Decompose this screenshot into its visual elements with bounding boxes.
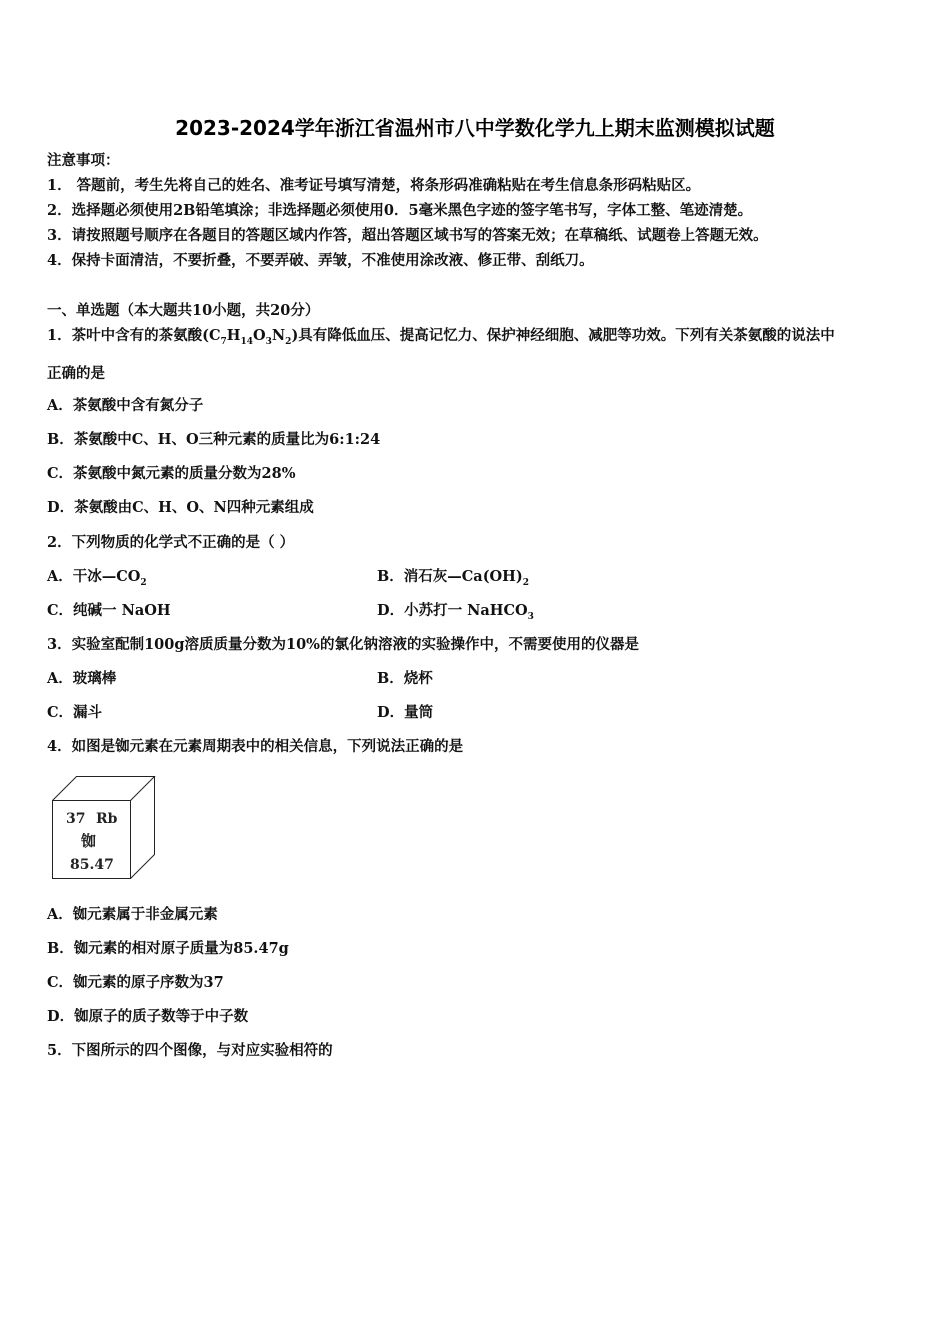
- option: A．玻璃棒: [47, 670, 117, 687]
- question-4-stem: 4．如图是铷元素在元素周期表中的相关信息，下列说法正确的是: [47, 738, 464, 755]
- option: C．茶氨酸中氮元素的质量分数为28%: [47, 465, 296, 482]
- option: B．铷元素的相对原子质量为85.47g: [47, 940, 289, 957]
- atomic-number: 37: [66, 811, 86, 827]
- tile-side-face: [131, 777, 155, 879]
- option: B．烧杯: [377, 670, 433, 687]
- option: C．铷元素的原子序数为37: [47, 974, 224, 991]
- atomic-mass: 85.47: [70, 857, 114, 873]
- notice-item: 1． 答题前，考生先将自己的姓名、准考证号填写清楚，将条形码准确粘贴在考生信息条形码粘贴区。: [47, 177, 701, 194]
- option: D．茶氨酸由C、H、O、N四种元素组成: [47, 499, 314, 516]
- notice-item: 2．选择题必须使用2B铅笔填涂；非选择题必须使用0．5毫米黑色字迹的签字笔书写，字体工整、笔迹清楚。: [47, 202, 753, 219]
- element-symbol: Rb: [96, 811, 118, 827]
- tile-top-face: [53, 777, 155, 801]
- option: D．铷原子的质子数等于中子数: [47, 1008, 249, 1025]
- option: D．量筒: [377, 704, 434, 721]
- question-1-stem: 1．茶叶中含有的茶氨酸$(C_7H_{14}O_3N_2)$具有降低血压、提高记忆力、保护神经细胞、减肥等功效。下列有关茶氨酸的说法中: [47, 327, 835, 347]
- question-3-stem: 3．实验室配制100g溶质质量分数为10%的氯化钠溶液的实验操作中，不需要使用的仪器是: [47, 636, 639, 653]
- element-tile-figure: [52, 776, 158, 882]
- question-5-stem: 5．下图所示的四个图像，与对应实验相符的: [47, 1042, 333, 1059]
- option: C．纯碱一 NaOH: [47, 602, 171, 619]
- question-1-stem-cont: 正确的是: [47, 365, 105, 382]
- option: A．干冰$—CO_2$: [47, 568, 147, 588]
- option: A．铷元素属于非金属元素: [47, 906, 218, 923]
- option: B．茶氨酸中C、H、O三种元素的质量比为6:1:24: [47, 431, 381, 448]
- notice-heading: 注意事项：: [47, 152, 120, 169]
- element-name: 铷: [81, 832, 97, 850]
- option: A．茶氨酸中含有氮分子: [47, 397, 204, 414]
- page-title: 2023-2024学年浙江省温州市八中学数化学九上期末监测模拟试题: [175, 116, 775, 140]
- option: B．消石灰$—Ca(OH)_2$: [377, 568, 530, 588]
- formula: $C_7H_{14}O_3N_2$: [208, 327, 292, 347]
- question-2-stem: 2．下列物质的化学式不正确的是（ ）: [47, 534, 295, 551]
- notice-item: 4．保持卡面清洁，不要折叠，不要弄破、弄皱，不准使用涂改液、修正带、刮纸刀。: [47, 252, 594, 269]
- option: C．漏斗: [47, 704, 103, 721]
- option: D．小苏打一 NaHCO$_3$: [377, 602, 534, 622]
- notice-item: 3．请按照题号顺序在各题目的答题区域内作答，超出答题区域书写的答案无效；在草稿纸、试题卷上答题无效。: [47, 227, 768, 244]
- section-heading: 一、单选题（本大题共10小题，共20分）: [47, 302, 320, 319]
